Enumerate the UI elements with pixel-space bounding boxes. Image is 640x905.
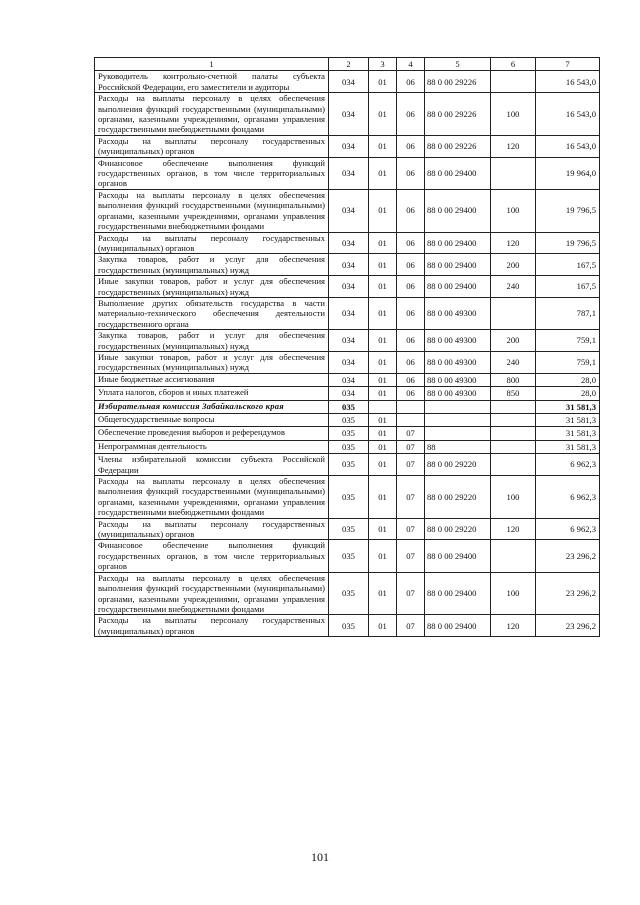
row-code-section: 01 (369, 297, 397, 329)
header-col-7: 7 (536, 58, 600, 71)
row-code-target: 88 0 00 29226 (425, 71, 491, 93)
row-code-section: 01 (369, 157, 397, 189)
row-code-ministry: 034 (329, 254, 369, 276)
row-code-subsection: 07 (397, 427, 425, 440)
row-code-expense-type (491, 454, 536, 476)
row-amount: 31 581,3 (536, 400, 600, 413)
table-row (95, 276, 600, 298)
row-code-ministry: 034 (329, 232, 369, 254)
table-row (95, 476, 600, 519)
row-code-section: 01 (369, 518, 397, 540)
row-name: Иные закупки товаров, работ и услуг для обеспечения государственных (муниципальных) нужд (95, 351, 329, 373)
row-code-ministry: 035 (329, 414, 369, 427)
row-code-section: 01 (369, 373, 397, 386)
header-col-4: 4 (397, 58, 425, 71)
row-code-subsection: 07 (397, 572, 425, 615)
row-code-expense-type: 120 (491, 135, 536, 157)
row-name: Расходы на выплаты персоналу в целях обеспечения выполнения функций государственными (муниципальными) органами, казенными учреждениями, органами управления государственными внебюджетными фондами (95, 189, 329, 232)
row-code-section: 01 (369, 330, 397, 352)
row-code-section: 01 (369, 615, 397, 637)
row-code-expense-type: 240 (491, 351, 536, 373)
row-code-target: 88 0 00 29400 (425, 615, 491, 637)
row-code-ministry: 035 (329, 427, 369, 440)
row-code-subsection: 06 (397, 330, 425, 352)
row-amount: 19 964,0 (536, 157, 600, 189)
row-code-target: 88 0 00 29400 (425, 254, 491, 276)
row-amount: 16 543,0 (536, 93, 600, 136)
row-code-ministry: 034 (329, 135, 369, 157)
row-code-target: 88 0 00 29400 (425, 232, 491, 254)
row-code-target: 88 0 00 49300 (425, 297, 491, 329)
row-code-section: 01 (369, 71, 397, 93)
row-code-section: 01 (369, 440, 397, 453)
row-code-expense-type (491, 440, 536, 453)
row-amount: 28,0 (536, 387, 600, 400)
row-code-expense-type (491, 427, 536, 440)
header-col-1: 1 (95, 58, 329, 71)
row-code-section: 01 (369, 476, 397, 519)
row-code-subsection: 06 (397, 135, 425, 157)
row-code-expense-type: 100 (491, 572, 536, 615)
row-code-subsection: 07 (397, 476, 425, 519)
row-code-subsection: 06 (397, 254, 425, 276)
row-code-expense-type: 850 (491, 387, 536, 400)
row-amount: 759,1 (536, 330, 600, 352)
header-col-5: 5 (425, 58, 491, 71)
row-name: Расходы на выплаты персоналу государственных (муниципальных) органов (95, 518, 329, 540)
row-name: Расходы на выплаты персоналу государственных (муниципальных) органов (95, 232, 329, 254)
table-row (95, 157, 600, 189)
row-code-subsection: 07 (397, 454, 425, 476)
row-code-target: 88 0 00 29400 (425, 189, 491, 232)
row-code-section: 01 (369, 93, 397, 136)
row-name: Члены избирательной комиссии субъекта Российской Федерации (95, 454, 329, 476)
row-code-target (425, 414, 491, 427)
page-number: 101 (311, 850, 329, 864)
table-row (95, 454, 600, 476)
row-name: Выполнение других обязательств государства в части материально-технического обеспечения деятельности государственного органа (95, 297, 329, 329)
row-code-ministry: 035 (329, 454, 369, 476)
row-name: Иные закупки товаров, работ и услуг для обеспечения государственных (муниципальных) нужд (95, 276, 329, 298)
row-name: Финансовое обеспечение выполнения функций государственных органов, в том числе территориальных органов (95, 157, 329, 189)
table-row (95, 297, 600, 329)
row-code-expense-type (491, 540, 536, 572)
row-amount: 16 543,0 (536, 135, 600, 157)
header-col-2: 2 (329, 58, 369, 71)
row-amount: 6 962,3 (536, 476, 600, 519)
row-amount: 167,5 (536, 254, 600, 276)
row-code-section: 01 (369, 387, 397, 400)
table-body (95, 58, 600, 637)
table-row (95, 518, 600, 540)
row-code-section: 01 (369, 276, 397, 298)
row-code-expense-type: 240 (491, 276, 536, 298)
row-code-subsection: 06 (397, 373, 425, 386)
table-row (95, 373, 600, 386)
row-code-expense-type (491, 71, 536, 93)
row-code-subsection (397, 400, 425, 413)
row-code-expense-type: 200 (491, 330, 536, 352)
row-code-subsection: 07 (397, 615, 425, 637)
row-code-ministry: 034 (329, 276, 369, 298)
table-row (95, 400, 600, 413)
row-code-expense-type: 100 (491, 189, 536, 232)
row-code-ministry: 034 (329, 93, 369, 136)
row-amount: 28,0 (536, 373, 600, 386)
row-code-section: 01 (369, 232, 397, 254)
row-code-target: 88 0 00 29400 (425, 540, 491, 572)
row-code-target: 88 0 00 49300 (425, 330, 491, 352)
row-code-expense-type (491, 297, 536, 329)
row-code-target: 88 0 00 29400 (425, 572, 491, 615)
row-code-target (425, 400, 491, 413)
table-row (95, 232, 600, 254)
table-row (95, 414, 600, 427)
row-code-expense-type: 120 (491, 615, 536, 637)
row-code-section: 01 (369, 135, 397, 157)
header-col-3: 3 (369, 58, 397, 71)
row-code-target: 88 0 00 49300 (425, 387, 491, 400)
row-code-target: 88 0 00 29220 (425, 454, 491, 476)
row-code-section: 01 (369, 572, 397, 615)
row-code-ministry: 034 (329, 387, 369, 400)
row-code-subsection (397, 414, 425, 427)
row-name: Расходы на выплаты персоналу в целях обеспечения выполнения функций государственными (муниципальными) органами, казенными учреждениями, органами управления государственными внебюджетными фондами (95, 476, 329, 519)
row-code-ministry: 035 (329, 572, 369, 615)
row-code-expense-type (491, 400, 536, 413)
row-code-ministry: 034 (329, 330, 369, 352)
row-code-expense-type (491, 157, 536, 189)
table-row (95, 71, 600, 93)
row-name: Закупка товаров, работ и услуг для обеспечения государственных (муниципальных) нужд (95, 330, 329, 352)
row-amount: 167,5 (536, 276, 600, 298)
row-code-section: 01 (369, 189, 397, 232)
budget-table (94, 57, 600, 637)
row-code-ministry: 035 (329, 615, 369, 637)
row-code-subsection: 07 (397, 540, 425, 572)
row-code-target: 88 0 00 29220 (425, 476, 491, 519)
row-code-ministry: 034 (329, 297, 369, 329)
row-code-target: 88 (425, 440, 491, 453)
row-name: Общегосударственные вопросы (95, 414, 329, 427)
table-row (95, 427, 600, 440)
row-code-section (369, 400, 397, 413)
table-row (95, 440, 600, 453)
row-code-ministry: 034 (329, 351, 369, 373)
table-row (95, 93, 600, 136)
row-code-subsection: 07 (397, 518, 425, 540)
row-code-ministry: 034 (329, 373, 369, 386)
table-row (95, 351, 600, 373)
row-name: Расходы на выплаты персоналу в целях обеспечения выполнения функций государственными (муниципальными) органами, казенными учреждениями, органами управления государственными внебюджетными фондами (95, 93, 329, 136)
row-code-ministry: 035 (329, 540, 369, 572)
row-code-ministry: 034 (329, 189, 369, 232)
table-row (95, 135, 600, 157)
row-name: Руководитель контрольно-счетной палаты субъекта Российской Федерации, его заместители и аудиторы (95, 71, 329, 93)
row-code-subsection: 06 (397, 189, 425, 232)
table-row (95, 330, 600, 352)
row-code-section: 01 (369, 351, 397, 373)
row-code-subsection: 06 (397, 297, 425, 329)
table-row (95, 387, 600, 400)
row-code-target (425, 427, 491, 440)
row-code-subsection: 06 (397, 157, 425, 189)
row-amount: 23 296,2 (536, 540, 600, 572)
row-amount: 6 962,3 (536, 454, 600, 476)
row-name: Закупка товаров, работ и услуг для обеспечения государственных (муниципальных) нужд (95, 254, 329, 276)
row-amount: 31 581,3 (536, 427, 600, 440)
row-name: Избирательная комиссия Забайкальского края (95, 400, 329, 413)
row-name: Расходы на выплаты персоналу государственных (муниципальных) органов (95, 135, 329, 157)
row-name: Уплата налогов, сборов и иных платежей (95, 387, 329, 400)
row-code-expense-type: 100 (491, 476, 536, 519)
row-amount: 19 796,5 (536, 189, 600, 232)
row-code-expense-type: 100 (491, 93, 536, 136)
row-name: Расходы на выплаты персоналу государственных (муниципальных) органов (95, 615, 329, 637)
row-code-target: 88 0 00 29400 (425, 157, 491, 189)
row-amount: 6 962,3 (536, 518, 600, 540)
row-code-target: 88 0 00 29226 (425, 93, 491, 136)
row-amount: 31 581,3 (536, 414, 600, 427)
table-row (95, 189, 600, 232)
row-code-subsection: 06 (397, 276, 425, 298)
row-code-section: 01 (369, 254, 397, 276)
row-code-target: 88 0 00 49300 (425, 351, 491, 373)
row-name: Непрограммная деятельность (95, 440, 329, 453)
row-name: Обеспечение проведения выборов и референдумов (95, 427, 329, 440)
row-code-target: 88 0 00 29220 (425, 518, 491, 540)
row-code-target: 88 0 00 49300 (425, 373, 491, 386)
row-code-subsection: 06 (397, 232, 425, 254)
row-code-section: 01 (369, 414, 397, 427)
table-row (95, 572, 600, 615)
row-code-ministry: 034 (329, 157, 369, 189)
row-code-expense-type: 120 (491, 232, 536, 254)
row-amount: 31 581,3 (536, 440, 600, 453)
header-col-6: 6 (491, 58, 536, 71)
row-code-ministry: 034 (329, 71, 369, 93)
table-row (95, 254, 600, 276)
row-code-ministry: 035 (329, 440, 369, 453)
row-name: Расходы на выплаты персоналу в целях обеспечения выполнения функций государственными (муниципальными) органами, казенными учреждениями, органами управления государственными внебюджетными фондами (95, 572, 329, 615)
budget-table-sheet (94, 57, 599, 637)
row-code-expense-type (491, 414, 536, 427)
row-code-section: 01 (369, 454, 397, 476)
row-code-section: 01 (369, 540, 397, 572)
row-code-ministry: 035 (329, 518, 369, 540)
row-amount: 23 296,2 (536, 615, 600, 637)
row-amount: 759,1 (536, 351, 600, 373)
row-code-subsection: 06 (397, 351, 425, 373)
table-header-row (95, 58, 600, 71)
row-code-expense-type: 800 (491, 373, 536, 386)
row-code-subsection: 06 (397, 93, 425, 136)
row-code-expense-type: 200 (491, 254, 536, 276)
row-name: Иные бюджетные ассигнования (95, 373, 329, 386)
row-code-expense-type: 120 (491, 518, 536, 540)
row-code-target: 88 0 00 29400 (425, 276, 491, 298)
row-amount: 16 543,0 (536, 71, 600, 93)
row-amount: 787,1 (536, 297, 600, 329)
row-code-subsection: 07 (397, 440, 425, 453)
table-row (95, 540, 600, 572)
table-row (95, 615, 600, 637)
row-code-ministry: 035 (329, 476, 369, 519)
row-code-target: 88 0 00 29226 (425, 135, 491, 157)
row-code-subsection: 06 (397, 71, 425, 93)
row-amount: 23 296,2 (536, 572, 600, 615)
row-code-section: 01 (369, 427, 397, 440)
row-amount: 19 796,5 (536, 232, 600, 254)
row-code-subsection: 06 (397, 387, 425, 400)
row-name: Финансовое обеспечение выполнения функций государственных органов, в том числе территориальных органов (95, 540, 329, 572)
row-code-ministry: 035 (329, 400, 369, 413)
